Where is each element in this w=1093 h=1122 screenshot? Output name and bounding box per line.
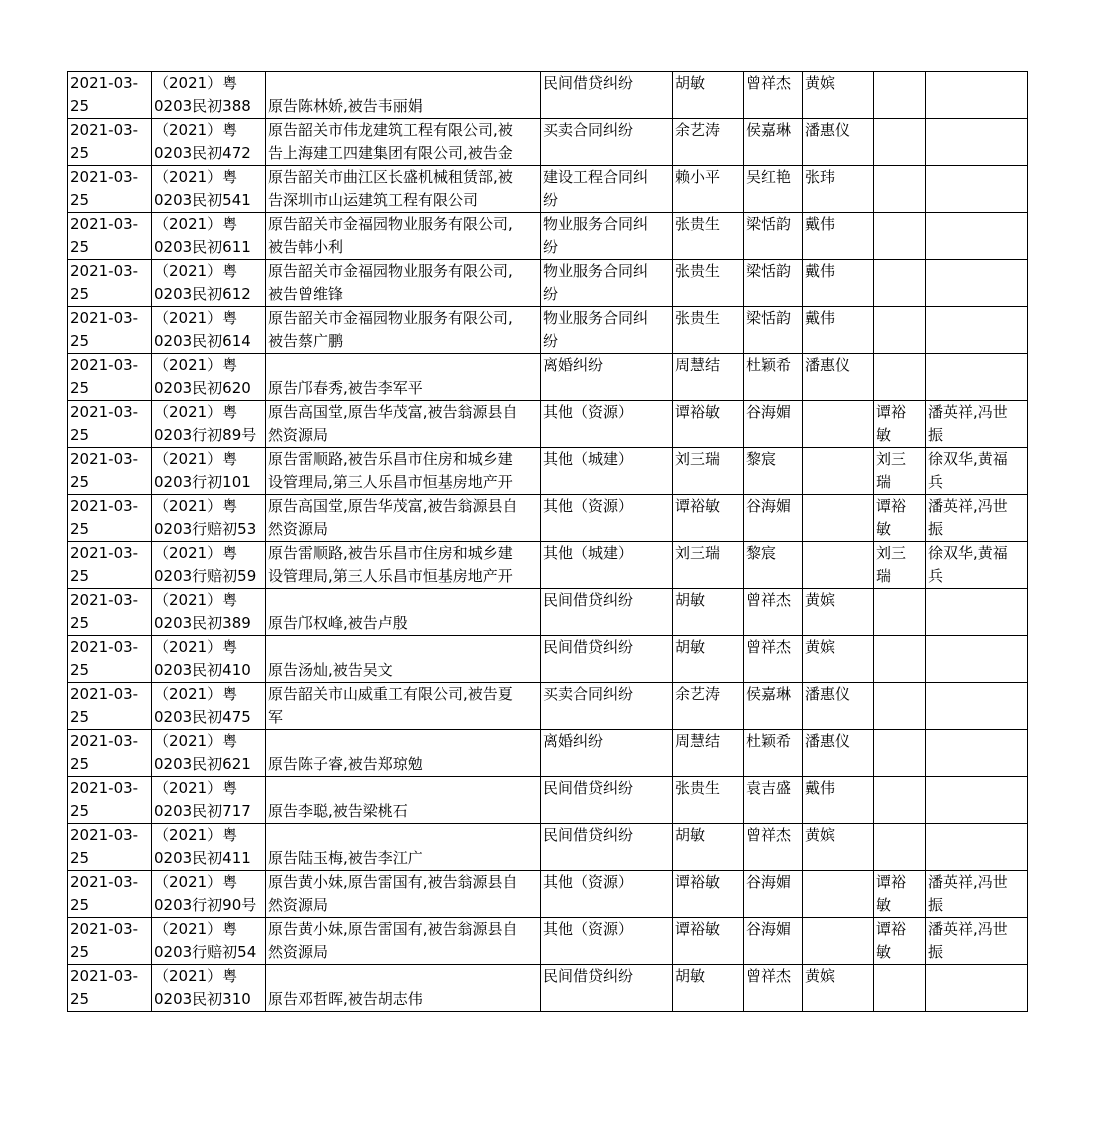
parties-cell: 原告韶关市金福园物业服务有限公司, 被告韩小利 [266, 213, 541, 260]
table-body [68, 72, 1028, 1012]
judge-note-cell [874, 307, 926, 354]
case-number-cell: （2021）粤 0203民初388 [152, 72, 266, 119]
table-row [68, 213, 1028, 260]
parties-cell: 原告汤灿,被告吴文 [266, 636, 541, 683]
juror-note-cell [926, 72, 1028, 119]
juror-cell: 杜颖希 [744, 354, 803, 401]
case-number-cell: （2021）粤 0203民初612 [152, 260, 266, 307]
case-cause-cell: 其他（资源） [541, 871, 673, 918]
juror-cell: 梁恬韵 [744, 213, 803, 260]
parties-cell: 原告黄小妹,原告雷国有,被告翁源县自 然资源局 [266, 871, 541, 918]
table-row [68, 589, 1028, 636]
judge-note-cell [874, 354, 926, 401]
juror-cell: 谷海媚 [744, 495, 803, 542]
juror-note-cell: 潘英祥,冯世 振 [926, 918, 1028, 965]
juror-cell: 黎宸 [744, 542, 803, 589]
presiding-judge-cell: 张贵生 [673, 307, 744, 354]
juror-cell: 戴伟 [803, 260, 874, 307]
case-number-cell: （2021）粤 0203行初90号 [152, 871, 266, 918]
case-cause-cell: 民间借贷纠纷 [541, 965, 673, 1012]
case-number-cell: （2021）粤 0203民初717 [152, 777, 266, 824]
hearing-date-cell: 2021-03- 25 [68, 918, 152, 965]
table-row [68, 824, 1028, 871]
juror-note-cell [926, 965, 1028, 1012]
presiding-judge-cell: 谭裕敏 [673, 918, 744, 965]
hearing-date-cell: 2021-03- 25 [68, 354, 152, 401]
juror-cell: 戴伟 [803, 213, 874, 260]
juror-note-cell [926, 213, 1028, 260]
judge-note-cell [874, 213, 926, 260]
judge-note-cell [874, 965, 926, 1012]
case-cause-cell: 离婚纠纷 [541, 730, 673, 777]
table-row [68, 683, 1028, 730]
table-row [68, 119, 1028, 166]
presiding-judge-cell: 谭裕敏 [673, 495, 744, 542]
presiding-judge-cell: 谭裕敏 [673, 871, 744, 918]
parties-cell: 原告陈林娇,被告韦丽娟 [266, 72, 541, 119]
juror-cell: 袁吉盛 [744, 777, 803, 824]
case-cause-cell: 民间借贷纠纷 [541, 777, 673, 824]
case-number-cell: （2021）粤 0203民初611 [152, 213, 266, 260]
juror-note-cell [926, 683, 1028, 730]
hearing-date-cell: 2021-03- 25 [68, 730, 152, 777]
juror-cell: 潘惠仪 [803, 354, 874, 401]
presiding-judge-cell: 胡敏 [673, 965, 744, 1012]
presiding-judge-cell: 胡敏 [673, 824, 744, 871]
parties-cell: 原告韶关市金福园物业服务有限公司, 被告蔡广鹏 [266, 307, 541, 354]
hearing-date-cell: 2021-03- 25 [68, 119, 152, 166]
presiding-judge-cell: 张贵生 [673, 260, 744, 307]
case-number-cell: （2021）粤 0203民初620 [152, 354, 266, 401]
case-cause-cell: 民间借贷纠纷 [541, 824, 673, 871]
case-cause-cell: 物业服务合同纠 纷 [541, 307, 673, 354]
presiding-judge-cell: 张贵生 [673, 213, 744, 260]
hearing-date-cell: 2021-03- 25 [68, 683, 152, 730]
hearing-date-cell: 2021-03- 25 [68, 965, 152, 1012]
judge-note-cell [874, 636, 926, 683]
hearing-date-cell: 2021-03- 25 [68, 589, 152, 636]
presiding-judge-cell: 赖小平 [673, 166, 744, 213]
parties-cell: 原告黄小妹,原告雷国有,被告翁源县自 然资源局 [266, 918, 541, 965]
presiding-judge-cell: 余艺涛 [673, 119, 744, 166]
parties-cell: 原告邓哲晖,被告胡志伟 [266, 965, 541, 1012]
table-row [68, 72, 1028, 119]
juror-note-cell: 潘英祥,冯世 振 [926, 495, 1028, 542]
juror-cell [803, 495, 874, 542]
case-number-cell: （2021）粤 0203行赔初54 [152, 918, 266, 965]
juror-cell: 梁恬韵 [744, 307, 803, 354]
juror-cell: 谷海媚 [744, 918, 803, 965]
juror-cell: 谷海媚 [744, 401, 803, 448]
juror-note-cell: 徐双华,黄福 兵 [926, 448, 1028, 495]
table-row [68, 777, 1028, 824]
case-number-cell: （2021）粤 0203行赔初59 [152, 542, 266, 589]
parties-cell: 原告韶关市山威重工有限公司,被告夏 军 [266, 683, 541, 730]
judge-note-cell [874, 824, 926, 871]
juror-note-cell [926, 777, 1028, 824]
juror-note-cell [926, 730, 1028, 777]
table-row [68, 166, 1028, 213]
case-number-cell: （2021）粤 0203民初541 [152, 166, 266, 213]
juror-note-cell [926, 354, 1028, 401]
juror-cell: 黄嫔 [803, 965, 874, 1012]
juror-cell: 潘惠仪 [803, 730, 874, 777]
case-number-cell: （2021）粤 0203民初621 [152, 730, 266, 777]
table-row [68, 495, 1028, 542]
presiding-judge-cell: 余艺涛 [673, 683, 744, 730]
juror-cell: 黄嫔 [803, 589, 874, 636]
juror-note-cell [926, 824, 1028, 871]
parties-cell: 原告李聪,被告梁桃石 [266, 777, 541, 824]
hearing-date-cell: 2021-03- 25 [68, 401, 152, 448]
juror-cell: 戴伟 [803, 307, 874, 354]
hearing-date-cell: 2021-03- 25 [68, 542, 152, 589]
case-number-cell: （2021）粤 0203民初389 [152, 589, 266, 636]
table-row [68, 918, 1028, 965]
juror-note-cell [926, 166, 1028, 213]
table-row [68, 401, 1028, 448]
case-cause-cell: 民间借贷纠纷 [541, 636, 673, 683]
presiding-judge-cell: 胡敏 [673, 589, 744, 636]
parties-cell: 原告高国堂,原告华茂富,被告翁源县自 然资源局 [266, 401, 541, 448]
juror-cell: 梁恬韵 [744, 260, 803, 307]
case-cause-cell: 其他（资源） [541, 495, 673, 542]
juror-cell: 黎宸 [744, 448, 803, 495]
presiding-judge-cell: 胡敏 [673, 72, 744, 119]
parties-cell: 原告韶关市曲江区长盛机械租赁部,被 告深圳市山运建筑工程有限公司 [266, 166, 541, 213]
presiding-judge-cell: 刘三瑞 [673, 542, 744, 589]
juror-note-cell [926, 260, 1028, 307]
table-row [68, 542, 1028, 589]
hearing-date-cell: 2021-03- 25 [68, 72, 152, 119]
juror-cell: 黄嫔 [803, 636, 874, 683]
judge-note-cell: 谭裕 敏 [874, 401, 926, 448]
case-cause-cell: 买卖合同纠纷 [541, 119, 673, 166]
table-row [68, 448, 1028, 495]
presiding-judge-cell: 刘三瑞 [673, 448, 744, 495]
hearing-date-cell: 2021-03- 25 [68, 213, 152, 260]
judge-note-cell: 刘三 瑞 [874, 542, 926, 589]
hearing-date-cell: 2021-03- 25 [68, 307, 152, 354]
juror-cell: 曾祥杰 [744, 824, 803, 871]
case-number-cell: （2021）粤 0203行初101 [152, 448, 266, 495]
juror-cell [803, 918, 874, 965]
juror-cell [803, 871, 874, 918]
hearing-date-cell: 2021-03- 25 [68, 871, 152, 918]
case-cause-cell: 离婚纠纷 [541, 354, 673, 401]
parties-cell: 原告邝春秀,被告李军平 [266, 354, 541, 401]
judge-note-cell: 谭裕 敏 [874, 871, 926, 918]
juror-cell [803, 542, 874, 589]
case-number-cell: （2021）粤 0203民初472 [152, 119, 266, 166]
case-cause-cell: 物业服务合同纠 纷 [541, 260, 673, 307]
judge-note-cell [874, 119, 926, 166]
juror-note-cell: 潘英祥,冯世 振 [926, 401, 1028, 448]
case-cause-cell: 买卖合同纠纷 [541, 683, 673, 730]
hearing-date-cell: 2021-03- 25 [68, 260, 152, 307]
juror-cell: 侯嘉琳 [744, 683, 803, 730]
judge-note-cell [874, 589, 926, 636]
juror-note-cell [926, 589, 1028, 636]
case-cause-cell: 物业服务合同纠 纷 [541, 213, 673, 260]
juror-note-cell: 潘英祥,冯世 振 [926, 871, 1028, 918]
case-cause-cell: 其他（城建） [541, 448, 673, 495]
juror-note-cell: 徐双华,黄福 兵 [926, 542, 1028, 589]
presiding-judge-cell: 张贵生 [673, 777, 744, 824]
juror-cell: 谷海媚 [744, 871, 803, 918]
juror-cell: 曾祥杰 [744, 636, 803, 683]
hearing-date-cell: 2021-03- 25 [68, 777, 152, 824]
juror-cell [803, 448, 874, 495]
table-row [68, 965, 1028, 1012]
case-cause-cell: 民间借贷纠纷 [541, 589, 673, 636]
judge-note-cell [874, 683, 926, 730]
judge-note-cell: 谭裕 敏 [874, 918, 926, 965]
hearing-date-cell: 2021-03- 25 [68, 495, 152, 542]
hearing-date-cell: 2021-03- 25 [68, 166, 152, 213]
judge-note-cell: 谭裕 敏 [874, 495, 926, 542]
juror-cell: 曾祥杰 [744, 965, 803, 1012]
parties-cell: 原告高国堂,原告华茂富,被告翁源县自 然资源局 [266, 495, 541, 542]
juror-cell: 侯嘉琳 [744, 119, 803, 166]
parties-cell: 原告邝权峰,被告卢殷 [266, 589, 541, 636]
hearing-date-cell: 2021-03- 25 [68, 636, 152, 683]
case-number-cell: （2021）粤 0203民初614 [152, 307, 266, 354]
juror-note-cell [926, 636, 1028, 683]
hearing-schedule-table [67, 71, 1028, 1012]
case-number-cell: （2021）粤 0203民初310 [152, 965, 266, 1012]
case-cause-cell: 民间借贷纠纷 [541, 72, 673, 119]
parties-cell: 原告陈子睿,被告郑琼勉 [266, 730, 541, 777]
judge-note-cell [874, 166, 926, 213]
case-cause-cell: 其他（资源） [541, 401, 673, 448]
presiding-judge-cell: 周慧结 [673, 730, 744, 777]
juror-cell: 杜颖希 [744, 730, 803, 777]
parties-cell: 原告韶关市伟龙建筑工程有限公司,被 告上海建工四建集团有限公司,被告金 [266, 119, 541, 166]
juror-cell [803, 401, 874, 448]
parties-cell: 原告韶关市金福园物业服务有限公司, 被告曾维锋 [266, 260, 541, 307]
juror-cell: 潘惠仪 [803, 119, 874, 166]
presiding-judge-cell: 周慧结 [673, 354, 744, 401]
case-number-cell: （2021）粤 0203行赔初53 [152, 495, 266, 542]
juror-cell: 黄嫔 [803, 72, 874, 119]
judge-note-cell [874, 777, 926, 824]
case-cause-cell: 其他（资源） [541, 918, 673, 965]
juror-note-cell [926, 119, 1028, 166]
juror-cell: 张玮 [803, 166, 874, 213]
juror-cell: 戴伟 [803, 777, 874, 824]
parties-cell: 原告雷顺路,被告乐昌市住房和城乡建 设管理局,第三人乐昌市恒基房地产开 [266, 448, 541, 495]
case-number-cell: （2021）粤 0203行初89号 [152, 401, 266, 448]
presiding-judge-cell: 谭裕敏 [673, 401, 744, 448]
judge-note-cell: 刘三 瑞 [874, 448, 926, 495]
table-row [68, 354, 1028, 401]
judge-note-cell [874, 72, 926, 119]
table-row [68, 636, 1028, 683]
case-number-cell: （2021）粤 0203民初411 [152, 824, 266, 871]
table-row [68, 260, 1028, 307]
parties-cell: 原告陆玉梅,被告李江广 [266, 824, 541, 871]
presiding-judge-cell: 胡敏 [673, 636, 744, 683]
juror-cell: 曾祥杰 [744, 589, 803, 636]
juror-cell: 黄嫔 [803, 824, 874, 871]
hearing-date-cell: 2021-03- 25 [68, 448, 152, 495]
table-row [68, 871, 1028, 918]
hearing-date-cell: 2021-03- 25 [68, 824, 152, 871]
judge-note-cell [874, 260, 926, 307]
parties-cell: 原告雷顺路,被告乐昌市住房和城乡建 设管理局,第三人乐昌市恒基房地产开 [266, 542, 541, 589]
juror-note-cell [926, 307, 1028, 354]
case-cause-cell: 其他（城建） [541, 542, 673, 589]
judge-note-cell [874, 730, 926, 777]
table-row [68, 730, 1028, 777]
case-number-cell: （2021）粤 0203民初410 [152, 636, 266, 683]
juror-cell: 潘惠仪 [803, 683, 874, 730]
case-number-cell: （2021）粤 0203民初475 [152, 683, 266, 730]
table-row [68, 307, 1028, 354]
juror-cell: 吴红艳 [744, 166, 803, 213]
juror-cell: 曾祥杰 [744, 72, 803, 119]
case-cause-cell: 建设工程合同纠 纷 [541, 166, 673, 213]
